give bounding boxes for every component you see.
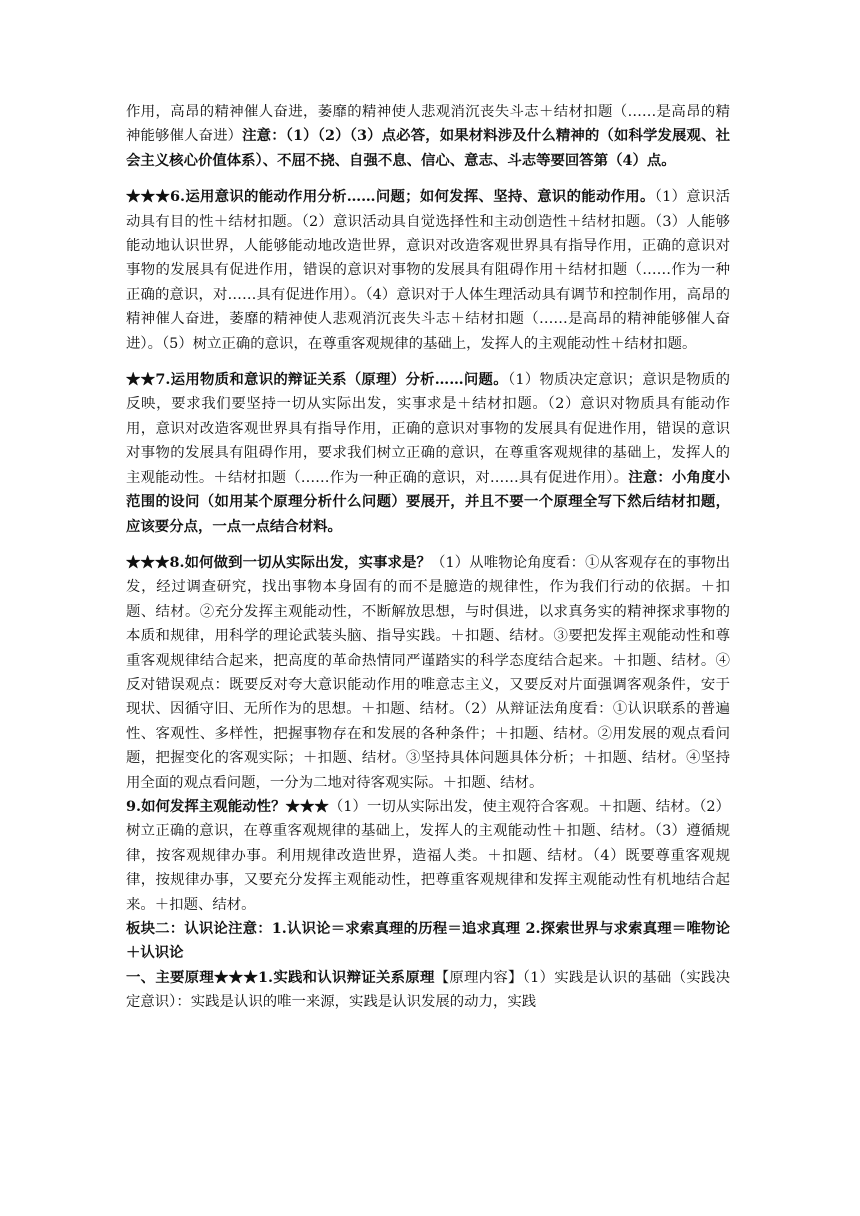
section-9 <box>126 795 730 917</box>
section-6-body: （1）意识活动具有目的性＋结材扣题。（2）意识活动具自觉选择性和主动创造性＋结材扣题。（3）人能够能动地认识世界，人能够能动地改造世界，意识对改造客观世界具有指导作用，正确的意识对事物的发展具有促进作用，错误的意识对事物的发展具有阻碍作用＋结材扣题（……作为一种正确的意识，对……具有促进作用）。（4）意识对于人体生理活动具有调节和控制作用，高昂的精神催人奋进，萎靡的精神使人悲观消沉丧失斗志＋结材扣题（……是高昂的精神能够催人奋进）。（5）树立正确的意识，在尊重客观规律的基础上，发挥人的主观能动性＋结材扣题。 <box>126 189 730 352</box>
block-2-title: 板块二：认识论注意：1.认识论＝求索真理的历程＝追求真理 2.探索世界与求索真理＝唯物论＋认识论 <box>126 920 730 962</box>
paragraph-text: 作用，高昂的精神催人奋进，萎靡的精神使人悲观消沉丧失斗志＋结材扣题（……是高昂的精神能够催人奋进） <box>126 104 730 145</box>
document-page <box>126 100 730 1015</box>
section-8 <box>126 551 730 795</box>
section-8-heading: ★★★8.如何做到一切从实际出发，实事求是？ <box>126 553 431 571</box>
principle-1 <box>126 966 730 1015</box>
bold-note: 注意：（1）（2）（3）点必答，如果材料涉及什么精神的（如科学发展观、社会主义核心价值体系）、不屈不挠、自强不息、信心、意志、斗志等要回答第（4）点。 <box>126 127 730 169</box>
section-7-body: （1）物质决定意识；意识是物质的反映，要求我们要坚持一切从实际出发，实事求是＋结材扣题。（2）意识对物质具有能动作用，意识对改造客观世界具有指导作用，正确的意识对事物的发展具有促进作用，错误的意识对事物的发展具有阻碍作用，要求我们树立正确的意识，在尊重客观规律的基础上，发挥人的主观能动性。＋结材扣题（……作为一种正确的意识，对……具有促进作用）。 <box>126 372 730 486</box>
principle-1-body: 【原理内容】（1）实践是认识的基础（实践决定意识）：实践是认识的唯一来源，实践是认识发展的动力，实践 <box>126 969 730 1011</box>
section-6 <box>126 185 730 356</box>
section-7 <box>126 368 730 539</box>
section-9-body: （1）一切从实际出发，使主观符合客观。＋扣题、结材。（2）树立正确的意识，在尊重客观规律的基础上，发挥人的主观能动性＋扣题、结材。（3）遵循规律，按客观规律办事。利用规律改造世界，造福人类。＋扣题、结材。（4）既要尊重客观规律，按规律办事，又要充分发挥主观能动性，把尊重客观规律和发挥主观能动性有机地结合起来。＋扣题、结材。 <box>126 798 730 913</box>
section-9-heading: 9.如何发挥主观能动性？★★★ <box>126 797 329 815</box>
block-2-heading <box>126 917 730 966</box>
section-8-body: （1）从唯物论角度看：①从客观存在的事物出发，经过调查研究，找出事物本身固有的而不是臆造的规律性，作为我们行动的依据。＋扣题、结材。②充分发挥主观能动性，不断解放思想，与时俱进，以求真务实的精神探求事物的本质和规律，用科学的理论武装头脑、指导实践。＋扣题、结材。③要把发挥主观能动性和尊重客观规律结合起来，把高度的革命热情同严谨踏实的科学态度结合起来。＋扣题、结材。④反对错误观点：既要反对夸大意识能动作用的唯意志主义，又要反对片面强调客观条件，安于现状、因循守旧、无所作为的思想。＋扣题、结材。（2）从辩证法角度看：①认识联系的普遍性、客观性、多样性，把握事物存在和发展的各种条件；＋扣题、结材。②用发展的观点看问题，把握变化的客观实际；＋扣题、结材。③坚持具体问题具体分析；＋扣题、结材。④坚持用全面的观点看问题，一分为二地对待客观实际。＋扣题、结材。 <box>126 554 730 791</box>
principle-1-heading: 一、主要原理★★★1.实践和认识辩证关系原理 <box>126 968 435 986</box>
section-7-note: 注意：小角度小范围的设问（如用某个原理分析什么问题）要展开，并且不要一个原理全写下然后结材扣题，应该要分点，一点一点结合材料。 <box>126 468 730 535</box>
paragraph-spirit-note <box>126 100 730 173</box>
section-6-heading: ★★★6.运用意识的能动作用分析……问题；如何发挥、坚持、意识的能动作用。 <box>126 188 655 206</box>
section-7-heading: ★★7.运用物质和意识的辩证关系（原理）分析……问题。 <box>126 371 508 389</box>
